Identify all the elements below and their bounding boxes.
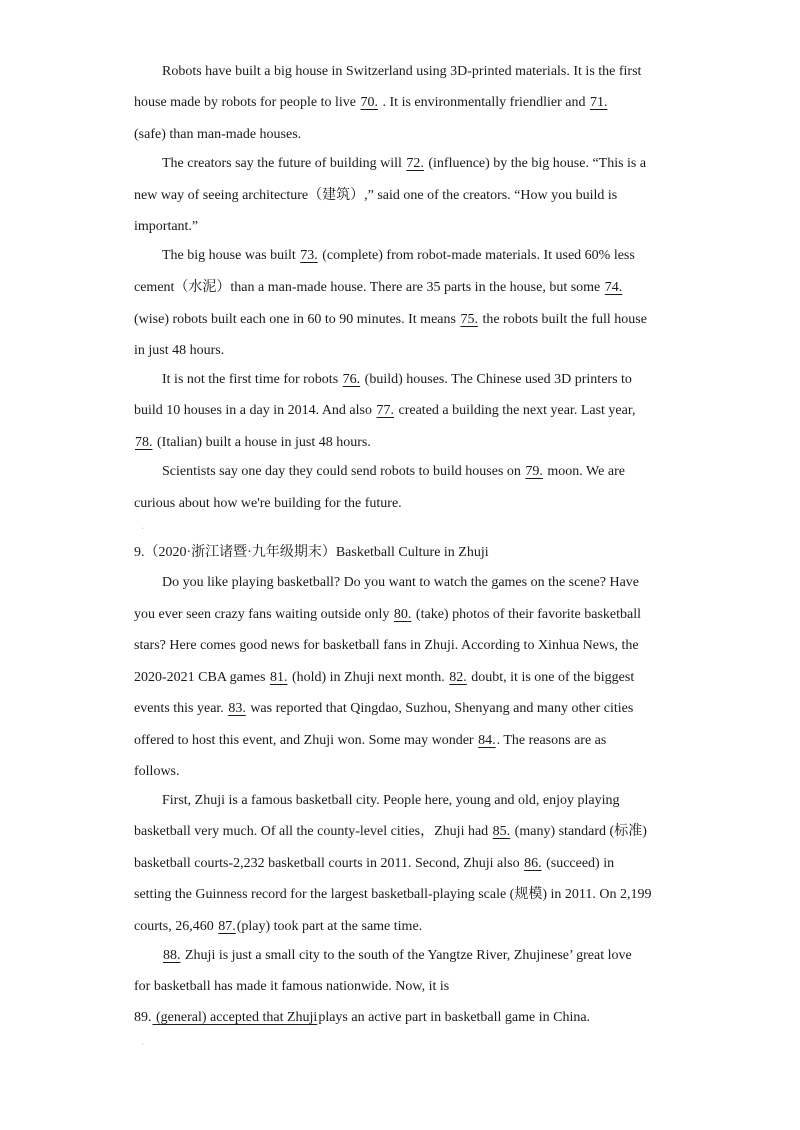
text-line: The big house was built 73. (complete) from robot-made materials. It used 60% less <box>162 248 635 263</box>
blank-80[interactable]: 80. <box>393 607 412 622</box>
blank-89[interactable]: (general) accepted that Zhuji <box>152 1010 318 1025</box>
blank-70[interactable]: 70. <box>360 95 379 110</box>
blank-74[interactable]: 74. <box>604 280 623 295</box>
blank-85[interactable]: 85. <box>492 824 511 839</box>
text-line: First, Zhuji is a famous basketball city. People here, young and old, enjoy playing <box>162 793 620 808</box>
blank-77[interactable]: 77. <box>376 403 394 418</box>
text-line: stars? Here comes good news for basketball fans in Zhuji. According to Xinhua News, the <box>134 638 639 653</box>
text-line: new way of seeing architecture（建筑）,” said one of the creators. “How you build is <box>134 188 618 203</box>
text-line: cement（水泥）than a man-made house. There are 35 parts in the house, but some 74. <box>134 280 623 295</box>
blank-84[interactable]: 84. <box>478 733 496 748</box>
text-line: courts, 26,460 87.(play) took part at the same time. <box>134 919 423 934</box>
text-line: in just 48 hours. <box>134 343 225 358</box>
text-line: for basketball has made it famous nationwide. Now, it is <box>134 979 450 994</box>
text-line: Scientists say one day they could send robots to build houses on 79. moon. We are <box>162 464 625 479</box>
text-line: It is not the first time for robots 76. (build) houses. The Chinese used 3D printers to <box>162 372 632 387</box>
text-line: (wise) robots built each one in 60 to 90 minutes. It means 75. the robots built the full house <box>134 312 647 327</box>
blank-79[interactable]: 79. <box>525 464 543 479</box>
text-line: build 10 houses in a day in 2014. And also 77. created a building the next year. Last year, <box>134 403 636 418</box>
text-line: curious about how we're building for the future. <box>134 496 402 511</box>
blank-76[interactable]: 76. <box>342 372 361 387</box>
text-line: house made by robots for people to live 70. . It is environmentally friendlier and 71. <box>134 95 608 110</box>
blank-75[interactable]: 75. <box>460 312 478 327</box>
blank-82[interactable]: 82. <box>449 670 467 685</box>
blank-83[interactable]: 83. <box>228 701 246 716</box>
text-line: important.” <box>134 219 199 234</box>
question-header: 9.（2020·浙江诸暨·九年级期末）Basketball Culture in Zhuji <box>134 545 489 560</box>
paragraph-mark: ˌ <box>141 1036 144 1045</box>
blank-73[interactable]: 73. <box>300 248 318 263</box>
blank-81[interactable]: 81. <box>269 670 288 685</box>
blank-87[interactable]: 87. <box>218 919 236 934</box>
text-line: (safe) than man-made houses. <box>134 127 302 142</box>
paragraph-mark: ˌ <box>141 520 144 529</box>
blank-78[interactable]: 78. <box>135 435 153 450</box>
blank-72[interactable]: 72. <box>406 156 424 171</box>
text-line: 2020-2021 CBA games 81. (hold) in Zhuji next month. 82. doubt, it is one of the biggest <box>134 670 635 685</box>
text-line: setting the Guinness record for the largest basketball-playing scale (规模) in 2011. On 2,199 <box>134 887 652 902</box>
text-line: 89. (general) accepted that Zhujiplays an active part in basketball game in China. <box>134 1010 591 1025</box>
blank-86[interactable]: 86. <box>524 856 542 871</box>
text-line: follows. <box>134 764 180 779</box>
text-line: you ever seen crazy fans waiting outside only 80. (take) photos of their favorite basketball <box>134 607 642 622</box>
text-line: 78. (Italian) built a house in just 48 hours. <box>135 435 371 450</box>
blank-88[interactable]: 88. <box>163 948 181 963</box>
text-line: offered to host this event, and Zhuji won. Some may wonder 84.. The reasons are as <box>134 733 607 748</box>
blank-71[interactable]: 71. <box>589 95 608 110</box>
text-line: Robots have built a big house in Switzerland using 3D-printed materials. It is the first <box>162 64 642 79</box>
text-line: The creators say the future of building will 72. (influence) by the big house. “This is a <box>162 156 647 171</box>
text-line: Do you like playing basketball? Do you want to watch the games on the scene? Have <box>162 575 640 590</box>
text-line: basketball courts-2,232 basketball courts in 2011. Second, Zhuji also 86. (succeed) in <box>134 856 615 871</box>
text-line: events this year. 83. was reported that Qingdao, Suzhou, Shenyang and many other cities <box>134 701 634 716</box>
text-line: 88. Zhuji is just a small city to the south of the Yangtze River, Zhujinese’ great love <box>163 948 632 963</box>
text-line: basketball very much. Of all the county-level cities，Zhuji had 85. (many) standard (标准) <box>134 824 647 839</box>
